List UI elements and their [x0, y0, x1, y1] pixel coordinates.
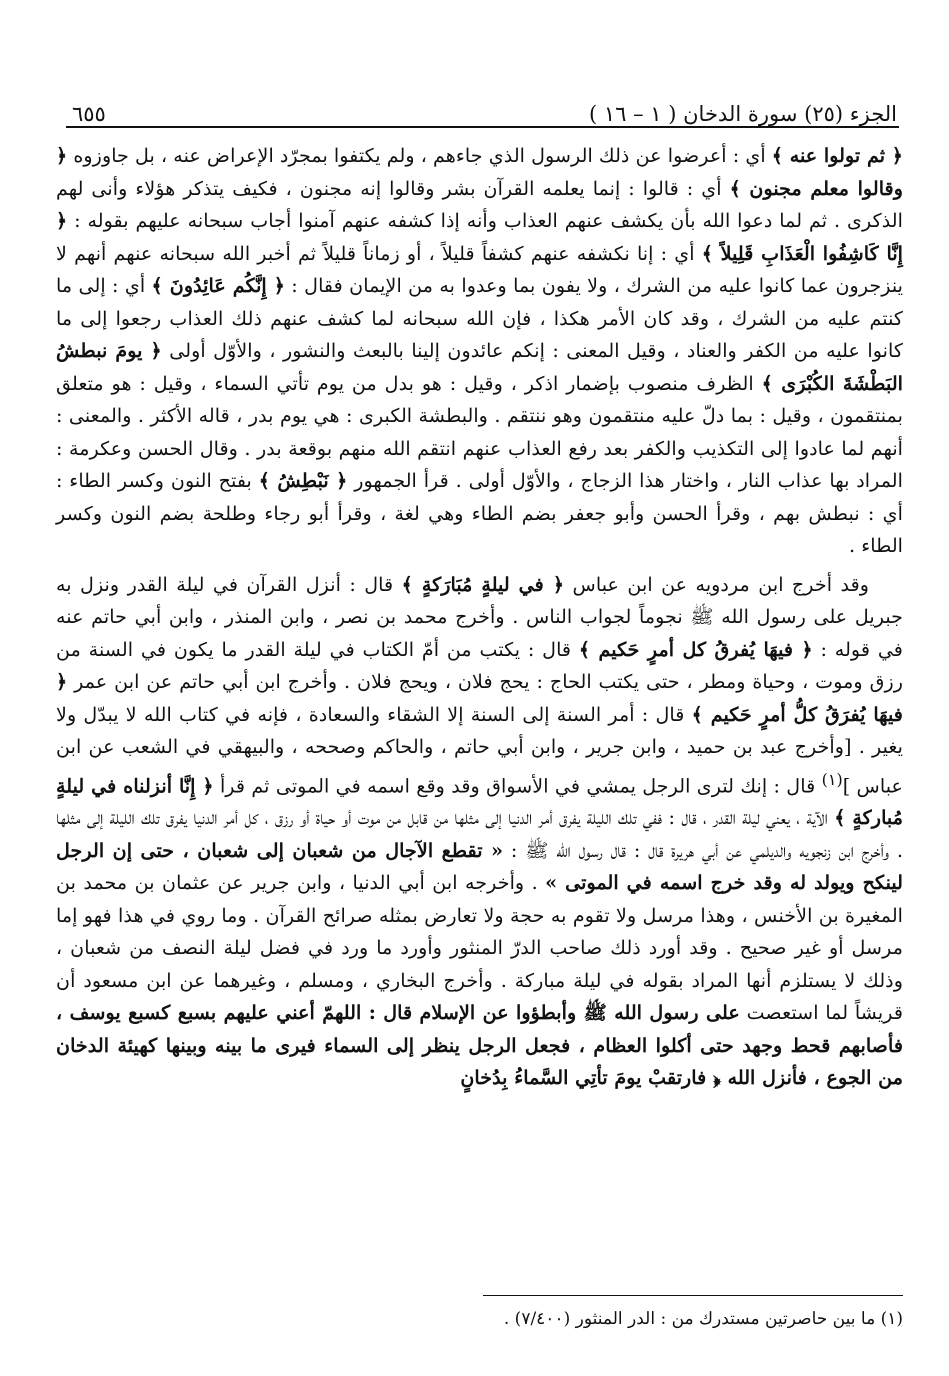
quran-quote: ﴿ في ليلةٍ مُبَارَكةٍ ﴾	[401, 572, 565, 596]
text-span: . وأخرجه ابن أبي الدنيا ، وابن جرير عن عثمان بن محمد بن المغيرة بن الأخنس ، وهذا مرسل ولا تقوم به حجة ولا تعارض بمثله صرائح القرآن . وما روي في هذا فهو إما مرسل أو غير صحيح . وقد أورد ذلك صاحب الدرّ المنثور وأورد ما ورد في فضل ليلة النصف من شعبان ، وذلك لا يستلزم أنها المراد بقوله في ليلة مباركة . وأخرج البخاري ، ومسلم ، وغيرهما عن ابن مسعود أن قريشاً لما استعصت	[56, 871, 903, 1025]
quran-quote: ﴿ نَبْطِشُ ﴾	[258, 469, 348, 492]
text-span: قال : إنك لترى الرجل يمشي في الأسواق وقد وقع اسمه في الموتى ثم قرأ	[213, 773, 822, 797]
hadith-quote: « تقطع الآجال من شعبان إلى شعبان ، حتى إن الرجل لينكح ويولد له وقد خرج اسمه في الموتى »	[56, 838, 903, 895]
text-span: أي : قالوا : إنما يعلمه القرآن بشر وقالوا إنه مجنون ، فكيف يتذكر هؤلاء وأنى لهم الذكرى . ثم لما دعوا الله بأن يكشف عنهم العذاب وأنه إذا كشفه عنهم آمنوا أجاب سبحانه عليهم بقوله :	[56, 176, 903, 232]
quran-quote: ﴿ فيهَا يُفرَقُ كلُّ أمرٍ حَكيم ﴾	[56, 670, 903, 726]
text-span: أي : أعرضوا عن ذلك الرسول الذي جاءهم ، ولم يكتفوا بمجرّد الإعراض عنه ، بل جاوزوه	[67, 144, 772, 167]
quran-quote: ﴿ إِنَّا كَاشِفُوا الْعَذَابِ قَلِيلاً ﴾	[56, 209, 904, 265]
quran-quote: ﴿ إِنَّكُم عَائِدُونَ ﴾	[151, 274, 285, 297]
text-span: الآية ، يعني ليلة القدر ، قال : ففي تلك الليلة يفرق أمر الدنيا إلى مثلها من قابل من موت أو حياة أو رزق ، كل أمر الدنيا يفرق تلك الليلة إلى مثلها . وأخرج ابن زنجويه والديلمي عن أبي هريرة قال : قال رسول الله ﷺ :	[56, 806, 903, 862]
text-span: وقد أخرج ابن مردويه عن ابن عباس	[564, 572, 870, 596]
paragraph-2	[56, 569, 903, 1095]
text-span: قال : أنزل القرآن في ليلة القدر ونزل به جبريل على رسول الله ﷺ نجوماً لجواب الناس . وأخرج محمد بن نصر ، وابن المنذر ، وابن أبي حاتم عنه في قوله :	[56, 572, 903, 661]
quran-quote: ﴿ ثم تولوا عنه ﴾	[771, 144, 903, 167]
header-divider	[66, 126, 899, 128]
commentary-text	[56, 140, 903, 1095]
text-span: قال : أمر السنة إلى السنة إلا الشقاء والسعادة ، فإنه في كتاب الله لا يبدّل ولا يغير . [وأخرج عبد بن حميد ، وابن جرير ، وابن أبي حاتم ، والحاكم وصححه ، والبيهقي في الشعب عن ابن عباس ]	[56, 702, 904, 797]
quran-quote: ﴿ يومَ نبطشُ البَطْشَةَ الكُبْرَى ﴾	[56, 339, 904, 395]
page-number: ٦٥٥	[72, 102, 106, 126]
bold-narration: على رسول الله ﷺ وأبطؤوا عن الإسلام قال : اللهمّ أعني عليهم بسبع كسبع يوسف ، فأصابهم قحط وجهد حتى أكلوا العظام ، فجعل الرجل ينظر إلى السماء فيرى ما بينه وبينها كهيئة الدخان من الجوع ، فأنزل الله ﴿ فارتقبْ يومَ تأتِي السَّماءُ بِدُخانٍ	[56, 1001, 903, 1090]
page-header	[72, 92, 897, 126]
quran-quote: ﴿ فيهَا يُفرقُ كل أمرٍ حَكيم ﴾	[578, 637, 813, 661]
footnote-marker[interactable]: (١)	[821, 769, 843, 789]
footnote: (١) ما بين حاصرتين مستدرك من : الدر المنثور (٧/٤٠٠) .	[503, 1309, 903, 1329]
quran-quote: ﴿ إِنَّا أنزلناه في ليلةٍ مُباركةٍ ﴾	[56, 773, 903, 830]
paragraph-1	[56, 140, 903, 563]
text-span: بفتح النون وكسر الطاء : أي : نبطش بهم ، وقرأ الحسن وأبو جعفر بضم الطاء وهي لغة ، وقرأ أبو رجاء وطلحة بضم النون وكسر الطاء .	[56, 469, 903, 557]
text-span: قال : يكتب من أمّ الكتاب في ليلة القدر ما يكون في السنة من رزق وموت ، وحياة ومطر ، حتى يكتب الحاج : يحج فلان ، ويحج فلان . وأخرج ابن أبي حاتم عن ابن عمر	[56, 637, 903, 693]
running-title: الجزء (٢٥) سورة الدخان ( ١ – ١٦ )	[589, 102, 897, 126]
text-span: الظرف منصوب بإضمار اذكر ، وقيل : هو بدل من يوم تأتي السماء ، وقيل : هو متعلق بمنتقمون ، وقيل : بما دلّ عليه منتقمون وهو ننتقم . والبطشة الكبرى : هي يوم بدر ، قاله الأكثر . والمعنى : أنهم لما عادوا إلى التكذيب والكفر بعد رفع العذاب عنهم انتقم الله منهم بوقعة بدر . وقال الحسن وعكرمة : المراد بها عذاب النار ، واختار هذا الزجاج ، والأوّل أولى . قرأ الجمهور	[56, 371, 903, 492]
quran-quote: ﴿ وقالوا معلم مجنون ﴾	[56, 144, 903, 200]
text-span: أي : إلى ما كنتم عليه من الشرك ، وقد كان الأمر هكذا ، فإن الله سبحانه لما كشف عنهم ذلك العذاب رجعوا إلى ما كانوا عليه من الكفر والعناد ، وقيل المعنى : إنكم عائدون إلينا بالبعث والنشور ، والأوّل أولى	[56, 274, 903, 362]
text-span: أي : إنا نكشفه عنهم كشفاً قليلاً ، أو زماناً قليلاً ثم أخبر الله سبحانه عنهم أنهم لا ينزجرون عما كانوا عليه من الشرك ، ولا يفون بما وعدوا به من الإيمان فقال :	[56, 241, 903, 297]
footnote-divider	[483, 1295, 903, 1296]
